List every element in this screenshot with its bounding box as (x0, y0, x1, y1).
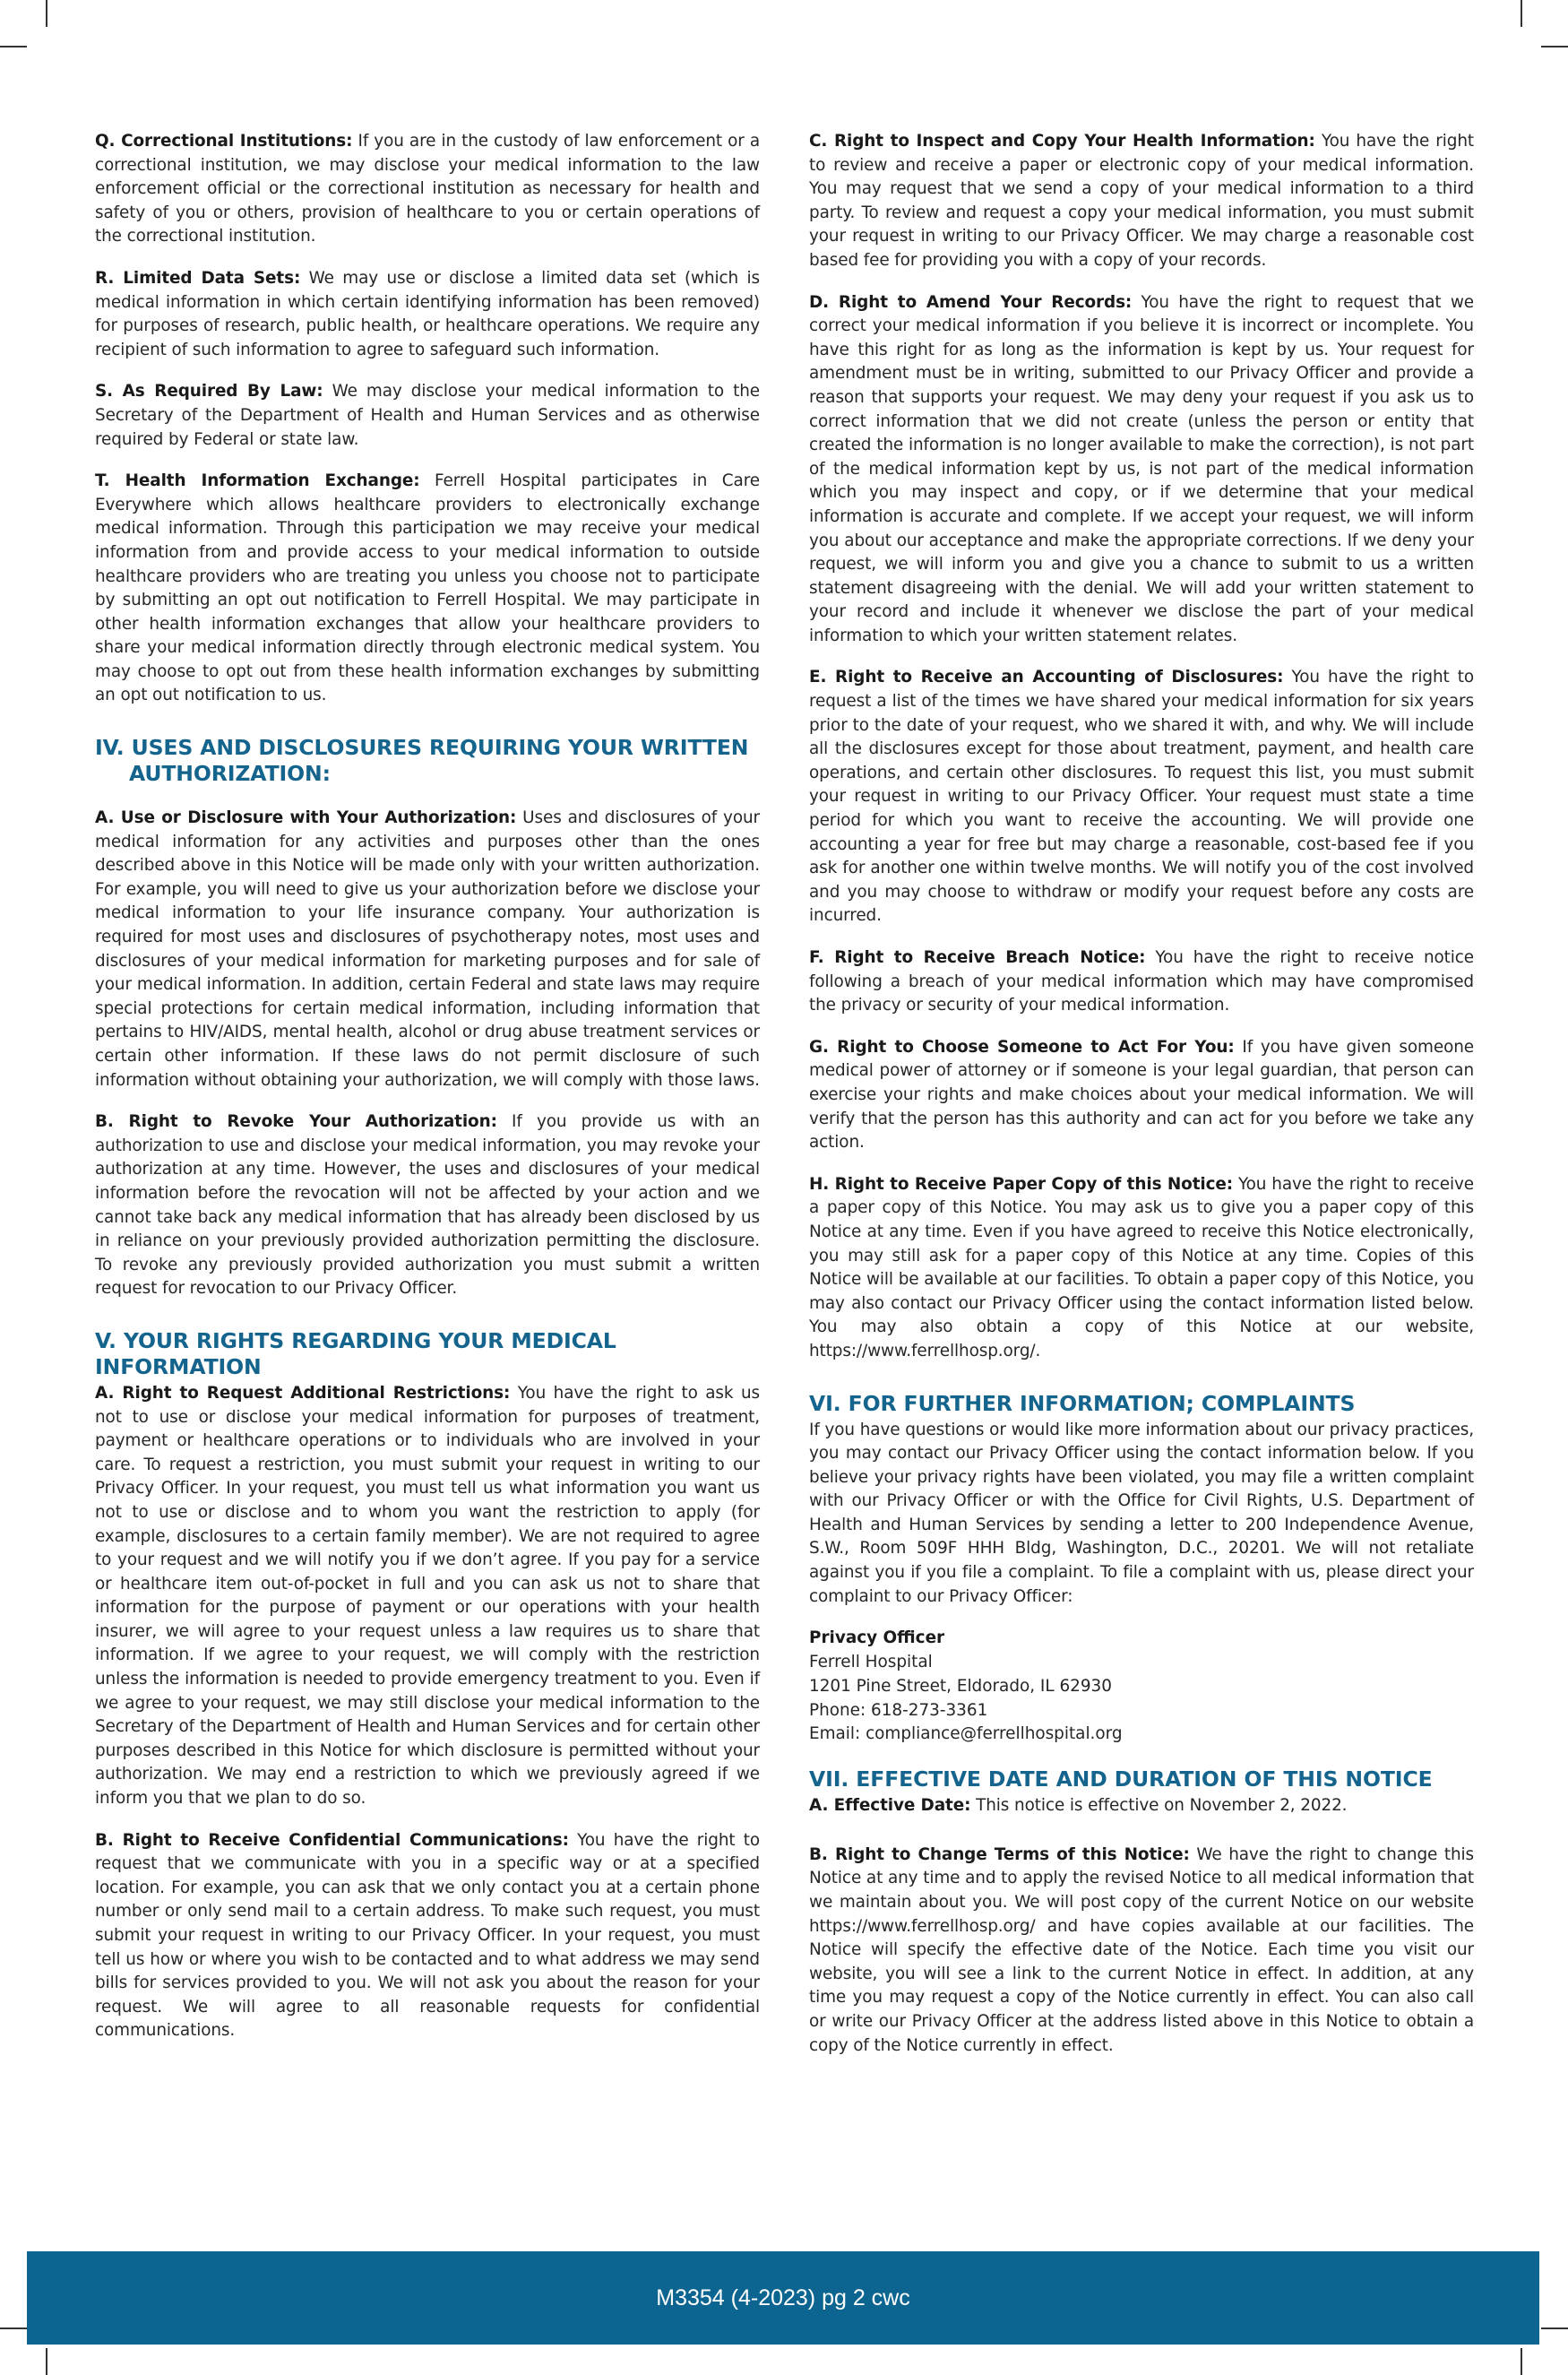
right-column (809, 130, 1474, 2076)
paragraph-heading: A. Effective Date: (809, 1796, 971, 1816)
paragraph-heading: D. Right to Amend Your Records: (809, 292, 1133, 312)
contact-organization: Ferrell Hospital (809, 1653, 933, 1672)
paragraph-heading: G. Right to Choose Someone to Act For You: (809, 1037, 1235, 1057)
paragraph-heading: A. Use or Disclosure with Your Authorization: (95, 808, 517, 828)
paragraph-text: If you are in the custody of law enforcement or a correctional institution, we may disclose your medical information to the law enforcement official or the correctional institution as necessary for health and safety of you or others, provision of healthcare to you or certain operations of the correctional institution. (95, 132, 760, 246)
paragraph-heading: Q. Correctional Institutions: (95, 132, 353, 151)
crop-mark (0, 2328, 27, 2329)
contact-address: 1201 Pine Street, Eldorado, IL 62930 (809, 1676, 1112, 1696)
crop-mark (1541, 2328, 1568, 2329)
crop-mark (46, 0, 47, 27)
paragraph-heading: R. Limited Data Sets: (95, 268, 301, 288)
paragraph-heading: F. Right to Receive Breach Notice: (809, 948, 1146, 967)
section-title-line: USES AND DISCLOSURES REQUIRING YOUR WRITTEN (131, 735, 749, 761)
footer-bar (27, 2251, 1539, 2345)
paragraph-text: Uses and disclosures of your medical information for any activities and purposes other than the ones described above in this Notice will be made only with your written authorization. For example, you will need to give us your authorization before we disclose your medical information to your life insurance company. Your authorization is required for most uses and disclosures of psychotherapy notes, most uses and disclosures of your medical information for marketing purposes and for sale of your medical information. In addition, certain Federal and state laws may require special protections for certain medical information, including information that pertains to HIV/AIDS, mental health, alcohol or drug abuse treatment services or certain other information. If these laws do not permit disclosure of such information without obtaining your authorization, we will comply with those laws. (95, 808, 760, 1090)
paragraph-heading: B. Right to Change Terms of this Notice: (809, 1844, 1190, 1864)
paragraph-text: You have the right to request that we correct your medical information if you believe it is incorrect or incomplete. You have this right for as long as the information is kept by us. Your request for amendment must be in writing, submitted to our Privacy Officer and provide a reason that supports your request. We may deny your request if you ask us to correct information that we did not create (unless the person or entity that created the information is no longer available to make the correction), is not part of the medical information kept by us, is not part of the medical information which you may inspect and copy, or if we determine that your medical information is accurate and complete. If we accept your request, we will inform you about our acceptance and make the appropriate corrections. If we deny your request, we will inform you and give you a chance to submit to us a written statement disagreeing with the denial. We will add your written statement to your record and include it whenever we disclose the part of your medical information to which your written statement relates. (809, 292, 1474, 645)
paragraph-text: We may use or disclose a limited data set (which is medical information in which certain identifying information has been removed) for purposes of research, public health, or healthcare operations. We require any recipient of such information to agree to safeguard such information. (95, 268, 761, 359)
paragraph-text: We may disclose your medical information to the Secretary of the Department of Health and Human Services and as otherwise required by Federal or state law. (95, 382, 760, 449)
contact-phone: Phone: 618-273-3361 (809, 1700, 988, 1720)
paragraph-heading: C. Right to Inspect and Copy Your Health Information: (809, 132, 1315, 151)
paragraph-heading: A. Right to Request Additional Restrictions: (95, 1383, 511, 1403)
paragraph-text: You have the right to receive notice following a breach of your medical information which may have compromised the privacy or security of your medical information. (809, 948, 1474, 1015)
paragraph-required-by-law (95, 380, 760, 452)
paragraph-text: You have the right to ask us not to use or disclose your medical information for purposes of treatment, payment or healthcare operations or to individuals who are involved in your care. To request a restriction, you must submit your request in writing to our Privacy Officer. In your request, you must tell us what information you want us not to use or disclose and to whom you want the restriction to apply (for example, disclosures to a certain family member). We are not required to agree to your request and we will notify you if we don’t agree. If you pay for a service or healthcare item out-of-pocket in full and you can ask us not to share that information for the purpose of payment or our operations with your health insurer, we will agree to your request unless a law requires us to share that information. If we agree to your request, we will comply with the restriction unless the information is needed to provide emergency treatment to you. Even if we agree to your request, we may still disclose your medical information to the Secretary of the Department of Health and Human Services and for certain other purposes described in this Notice for which disclosure is permitted without your authorization. We may end a restriction to which we previously agreed if we inform you that we plan to do so. (95, 1383, 761, 1809)
paragraph-complaints: If you have questions or would like more information about our privacy practices, you may contact our Privacy Officer using the contact information below. If you believe your privacy rights have been violated, you may file a written complaint with our Privacy Officer or with the Office for Civil Rights, U.S. Department of Health and Human Services by sending a letter to 200 Independence Avenue, S.W., Room 509F HHH Bldg, Washington, D.C., 20201. We will not retaliate against you if you file a complaint. To file a complaint with us, please direct your complaint to our Privacy Officer: (809, 1420, 1474, 1606)
section-vii-heading: VII. EFFECTIVE DATE AND DURATION OF THIS NOTICE (809, 1766, 1433, 1792)
paragraph-heading: E. Right to Receive an Accounting of Disclosures: (809, 668, 1284, 687)
paragraph-change-terms (809, 1844, 1474, 2058)
paragraph-choose-someone (809, 1036, 1474, 1155)
paragraph-text: You have the right to request a list of the times we have shared your medical information for six years prior to the date of your request, who we shared it with, and why. We will include all the disclosures except for those about treatment, payment, and health care operations, and certain other disclosures. To request this list, you must submit your request in writing to our Privacy Officer. Your request must state a time period for which you want to receive the accounting. We will provide one accounting a year for free but may charge a reasonable, cost-based fee if you ask for another one within twelve months. We will notify you of the cost involved and you may choose to withdraw or modify your request before any costs are incurred. (809, 668, 1474, 926)
paragraph-text: If you have given someone medical power of attorney or if someone is your legal guardian, that person can exercise your rights and make choices about your medical information. We will verify that the person has this authority and can act for you before we take any action. (809, 1037, 1474, 1153)
paragraph-use-with-authorization (95, 807, 760, 1092)
paragraph-heading: H. Right to Receive Paper Copy of this Notice: (809, 1174, 1234, 1194)
crop-mark (1541, 46, 1568, 48)
section-vi-heading: VI. FOR FURTHER INFORMATION; COMPLAINTS (809, 1390, 1356, 1416)
paragraph-breach-notice (809, 946, 1474, 1018)
paragraph-heading: B. Right to Receive Confidential Communications: (95, 1830, 569, 1850)
paragraph-text: We have the right to change this Notice at any time and to apply the revised Notice to all medical information that we maintain about you. We will post copy of the current Notice on our website https://www.ferrellhosp.org/ and have copies available at our facilities. The Notice will specify the effective date of the Notice. Each time you visit our website, you will see a link to the current Notice in effect. In addition, at any time you may request a copy of the Notice currently in effect. You can also call or write our Privacy Officer at the address listed above in this Notice to obtain a copy of the Notice currently in effect. (809, 1844, 1474, 2055)
paragraph-correctional-institutions (95, 130, 760, 249)
paragraph-heading: B. Right to Revoke Your Authorization: (95, 1112, 497, 1132)
paragraph-heading: S. As Required By Law: (95, 382, 323, 402)
paragraph-health-information-exchange (95, 470, 760, 708)
left-column (95, 130, 760, 2061)
paragraph-text: You have the right to review and receive a paper or electronic copy of your medical information. You may request that we send a copy of your medical information to a third party. To review and request a copy your medical information, you must submit your request in writing to our Privacy Officer. We may charge a reasonable cost based fee for providing you with a copy of your records. (809, 132, 1474, 270)
crop-mark (46, 2348, 47, 2375)
crop-mark (0, 46, 27, 48)
paragraph-text: You have the right to receive a paper copy of this Notice. You may ask us to give you a paper copy of this Notice at any time. Even if you have agreed to receive this Notice electronically, you may still ask for a paper copy of this Notice at any time. Copies of this Notice will be available at our facilities. To obtain a paper copy of this Notice, you may also contact our Privacy Officer using the contact information listed below. You may also obtain a copy of this Notice at our website, https://www.ferrellhosp.org/. (809, 1174, 1474, 1360)
paragraph-heading: T. Health Information Exchange: (95, 471, 420, 491)
paragraph-revoke-authorization (95, 1110, 760, 1301)
paragraph-paper-copy (809, 1173, 1474, 1364)
footer-form-number: M3354 (4-2023) pg 2 cwc (656, 2284, 910, 2310)
paragraph-text: This notice is effective on November 2, 2022. (970, 1796, 1348, 1816)
paragraph-confidential-communications (95, 1829, 760, 2043)
paragraph-accounting-of-disclosures (809, 666, 1474, 928)
contact-email: Email: compliance@ferrellhospital.org (809, 1724, 1123, 1744)
paragraph-text: You have the right to request that we communicate with you in a specific way or at a specified location. For example, you can ask that we only contact you at a certain phone number or only send mail to a certain address. To make such request, you must submit your request in writing to our Privacy Officer. In your request, you must tell us how or where you wish to be contacted and to what address we may send bills for services provided to you. We will not ask you about the reason for your request. We will agree to all reasonable requests for confidential communications. (95, 1830, 760, 2041)
paragraph-request-restrictions (95, 1382, 760, 1811)
paragraph-limited-data-sets (95, 267, 760, 362)
crop-mark (1521, 0, 1522, 27)
crop-mark (1521, 2348, 1522, 2375)
section-v-heading: V. YOUR RIGHTS REGARDING YOUR MEDICAL INFORMATION (95, 1327, 616, 1379)
section-iv-heading (95, 735, 760, 787)
paragraph-text: If you provide us with an authorization to use and disclose your medical information, you may revoke your authorization at any time. However, the uses and disclosures of your medical information before the revocation will not be affected by your action and we cannot take back any medical information that has already been disclosed by us in reliance on your previously provided authorization permitting the disclosure. To revoke any previously provided authorization you must submit a written request for revocation to our Privacy Officer. (95, 1112, 760, 1299)
paragraph-inspect-and-copy (809, 130, 1474, 273)
contact-name: Privacy Officer (809, 1628, 945, 1648)
privacy-officer-contact (809, 1627, 1474, 1747)
paragraph-text: Ferrell Hospital participates in Care Everywhere which allows healthcare providers to electronically exchange medical information. Through this participation we may receive your medical information from and provide access to your medical information to outside healthcare providers who are treating you unless you choose not to participate by submitting an opt out notification to Ferrell Hospital. We may participate in other health information exchanges that allow your healthcare providers to share your medical information directly through electronic medical system. You may choose to opt out from these health information exchanges by submitting an opt out notification to us. (95, 471, 760, 705)
paragraph-amend-records (809, 291, 1474, 649)
section-title-line: AUTHORIZATION: (129, 761, 331, 787)
section-number: IV. (95, 735, 125, 761)
paragraph-effective-date (809, 1794, 1474, 1818)
